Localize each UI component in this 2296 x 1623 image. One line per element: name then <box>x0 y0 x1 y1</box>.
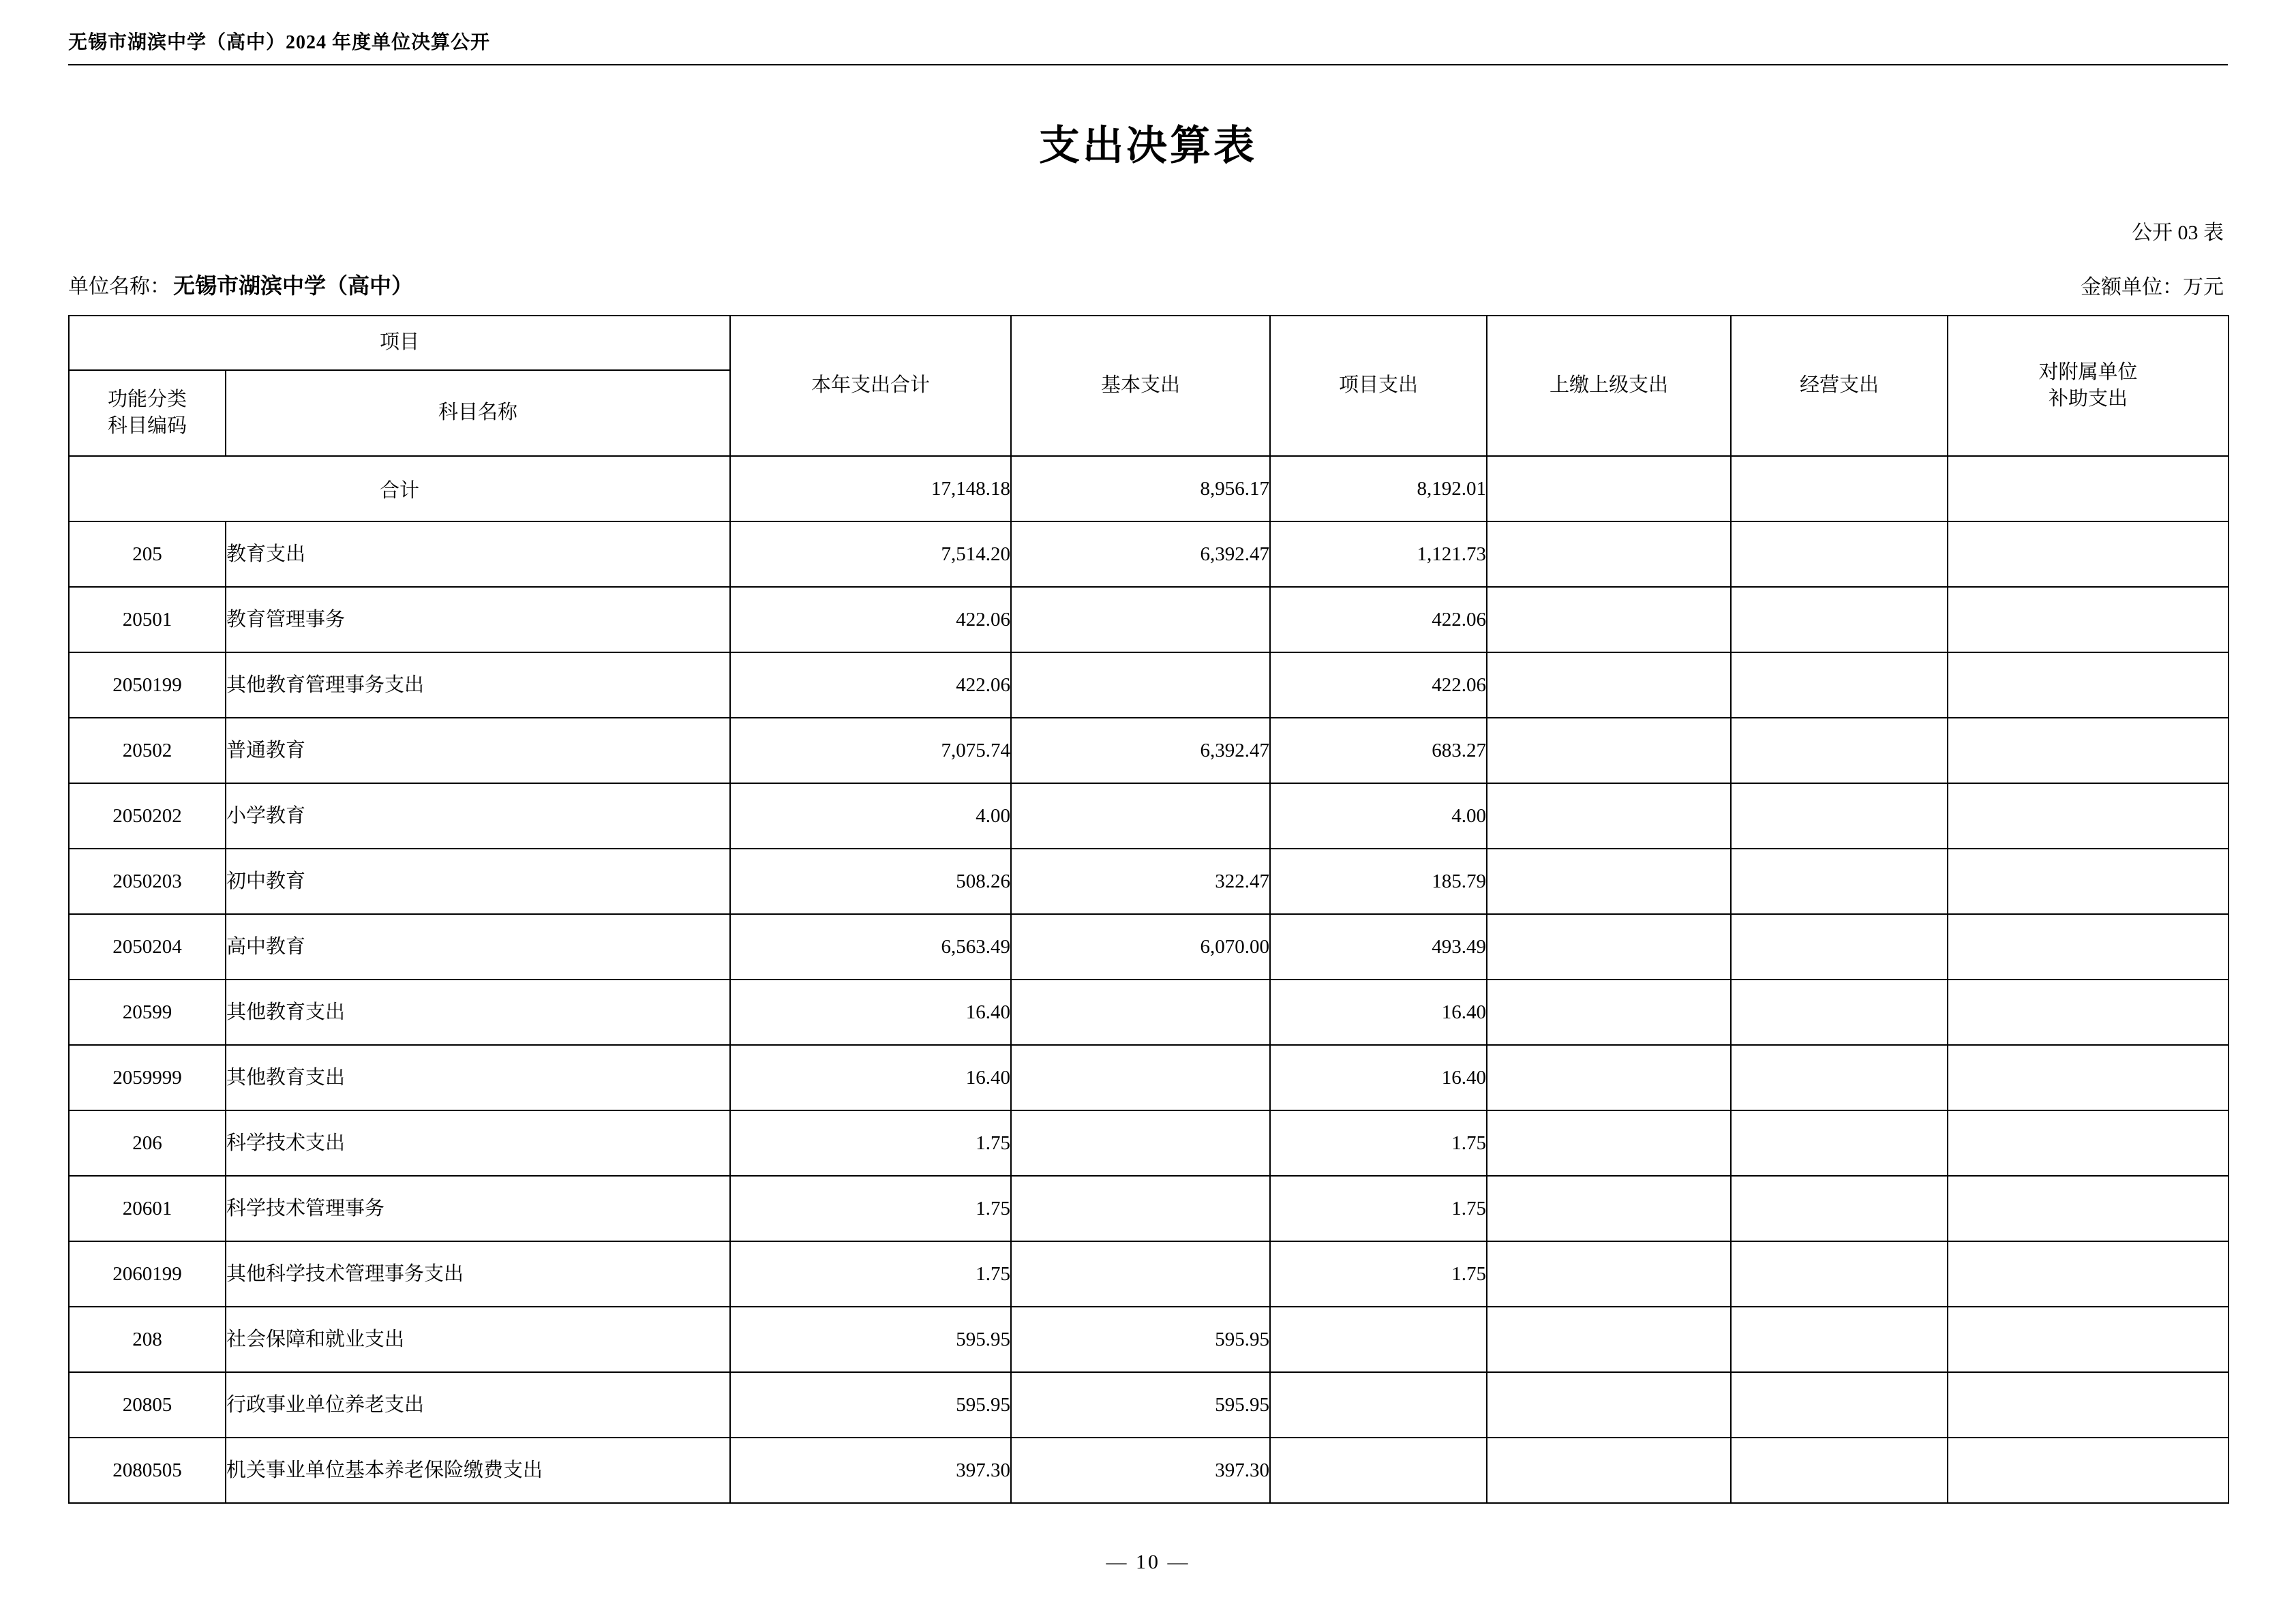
row-upper-amount <box>1487 1045 1731 1110</box>
row-total-amount: 7,514.20 <box>730 521 1011 587</box>
row-subsidy-amount <box>1948 849 2229 914</box>
row-subsidy-amount <box>1948 1307 2229 1372</box>
row-project-amount: 422.06 <box>1270 587 1487 652</box>
row-subsidy-amount <box>1948 456 2229 521</box>
row-subject-name: 科学技术支出 <box>226 1110 730 1176</box>
row-total-amount: 1.75 <box>730 1176 1011 1241</box>
row-code: 20805 <box>69 1372 226 1438</box>
row-subsidy-amount <box>1948 1241 2229 1307</box>
table-row <box>69 652 2229 718</box>
row-operating-amount <box>1731 1438 1948 1503</box>
row-basic-amount <box>1011 587 1270 652</box>
row-project-amount <box>1270 1438 1487 1503</box>
table-row <box>69 914 2229 980</box>
row-total-amount: 6,563.49 <box>730 914 1011 980</box>
row-subsidy-amount <box>1948 587 2229 652</box>
row-basic-amount <box>1011 783 1270 849</box>
row-total-amount: 4.00 <box>730 783 1011 849</box>
row-subject-name: 行政事业单位养老支出 <box>226 1372 730 1438</box>
row-subject-name: 其他科学技术管理事务支出 <box>226 1241 730 1307</box>
page-footer: — 10 — <box>1106 1551 1190 1573</box>
table-row <box>69 849 2229 914</box>
row-project-amount: 8,192.01 <box>1270 456 1487 521</box>
row-subject-name: 普通教育 <box>226 718 730 783</box>
table-row <box>69 1176 2229 1241</box>
row-project-amount: 1.75 <box>1270 1176 1487 1241</box>
row-code: 206 <box>69 1110 226 1176</box>
row-operating-amount <box>1731 718 1948 783</box>
unit-name-label: 单位名称： <box>68 275 170 298</box>
header-code <box>69 370 226 456</box>
row-basic-amount <box>1011 652 1270 718</box>
row-subsidy-amount <box>1948 980 2229 1045</box>
row-total-amount: 595.95 <box>730 1307 1011 1372</box>
row-basic-amount <box>1011 1045 1270 1110</box>
row-operating-amount <box>1731 1307 1948 1372</box>
amount-unit-label: 金额单位：万元 <box>2081 276 2224 299</box>
row-project-amount: 16.40 <box>1270 1045 1487 1110</box>
row-total-amount: 17,148.18 <box>730 456 1011 521</box>
row-basic-amount: 322.47 <box>1011 849 1270 914</box>
row-project-amount: 1.75 <box>1270 1241 1487 1307</box>
row-upper-amount <box>1487 914 1731 980</box>
row-code: 20502 <box>69 718 226 783</box>
row-operating-amount <box>1731 914 1948 980</box>
header-code-line1: 功能分类 <box>107 388 187 410</box>
row-subsidy-amount <box>1948 1372 2229 1438</box>
row-basic-amount: 397.30 <box>1011 1438 1270 1503</box>
row-upper-amount <box>1487 1176 1731 1241</box>
row-subsidy-amount <box>1948 783 2229 849</box>
header-project: 项目支出 <box>1270 316 1487 456</box>
expenditure-table <box>68 315 2229 1504</box>
row-subsidy-amount <box>1948 521 2229 587</box>
row-basic-amount: 6,070.00 <box>1011 914 1270 980</box>
row-subsidy-amount <box>1948 652 2229 718</box>
row-code: 20501 <box>69 587 226 652</box>
row-operating-amount <box>1731 783 1948 849</box>
row-code: 2059999 <box>69 1045 226 1110</box>
row-project-amount: 1,121.73 <box>1270 521 1487 587</box>
header-total: 本年支出合计 <box>730 316 1011 456</box>
header-basic: 基本支出 <box>1011 316 1270 456</box>
row-subject-name: 其他教育管理事务支出 <box>226 652 730 718</box>
row-code: 2060199 <box>69 1241 226 1307</box>
row-total-amount: 1.75 <box>730 1110 1011 1176</box>
row-operating-amount <box>1731 1176 1948 1241</box>
row-total-amount: 16.40 <box>730 1045 1011 1110</box>
row-upper-amount <box>1487 1307 1731 1372</box>
row-upper-amount <box>1487 456 1731 521</box>
row-subsidy-amount <box>1948 1110 2229 1176</box>
row-subsidy-amount <box>1948 1438 2229 1503</box>
row-total-amount: 7,075.74 <box>730 718 1011 783</box>
row-basic-amount: 6,392.47 <box>1011 521 1270 587</box>
running-header: 无锡市湖滨中学（高中）2024 年度单位决算公开 <box>68 32 491 53</box>
row-project-amount: 16.40 <box>1270 980 1487 1045</box>
header-divider <box>68 64 2228 65</box>
row-subject-name: 其他教育支出 <box>226 980 730 1045</box>
header-operating: 经营支出 <box>1731 316 1948 456</box>
table-row <box>69 1307 2229 1372</box>
table-row <box>69 1110 2229 1176</box>
header-subsidy <box>1948 316 2229 456</box>
row-basic-amount: 6,392.47 <box>1011 718 1270 783</box>
page-title: 支出决算表 <box>1039 123 1257 168</box>
row-project-amount: 683.27 <box>1270 718 1487 783</box>
table-row <box>69 1045 2229 1110</box>
header-upper: 上缴上级支出 <box>1487 316 1731 456</box>
row-subject-name: 初中教育 <box>226 849 730 914</box>
row-operating-amount <box>1731 1241 1948 1307</box>
header-subsidy-line2: 补助支出 <box>2049 388 2128 410</box>
meta-row <box>68 269 2228 300</box>
row-operating-amount <box>1731 849 1948 914</box>
table-row <box>69 1241 2229 1307</box>
row-project-amount <box>1270 1307 1487 1372</box>
table-row <box>69 1372 2229 1438</box>
row-code: 2050203 <box>69 849 226 914</box>
row-subsidy-amount <box>1948 914 2229 980</box>
row-upper-amount <box>1487 1372 1731 1438</box>
row-basic-amount: 595.95 <box>1011 1372 1270 1438</box>
row-total-amount: 422.06 <box>730 652 1011 718</box>
row-operating-amount <box>1731 1372 1948 1438</box>
row-code: 2080505 <box>69 1438 226 1503</box>
row-upper-amount <box>1487 1241 1731 1307</box>
unit-name-block <box>68 269 413 300</box>
row-operating-amount <box>1731 980 1948 1045</box>
row-code: 20599 <box>69 980 226 1045</box>
row-upper-amount <box>1487 1110 1731 1176</box>
row-subject-name: 小学教育 <box>226 783 730 849</box>
row-project-amount: 185.79 <box>1270 849 1487 914</box>
table-header-row-1 <box>69 316 2229 370</box>
row-basic-amount: 8,956.17 <box>1011 456 1270 521</box>
table-head <box>69 316 2229 456</box>
header-code-line2: 科目编码 <box>107 415 187 437</box>
row-subject-name: 社会保障和就业支出 <box>226 1307 730 1372</box>
table-row <box>69 783 2229 849</box>
table-row <box>69 456 2229 521</box>
row-basic-amount <box>1011 1176 1270 1241</box>
row-subject-name: 高中教育 <box>226 914 730 980</box>
row-basic-amount <box>1011 1241 1270 1307</box>
row-basic-amount <box>1011 980 1270 1045</box>
row-operating-amount <box>1731 456 1948 521</box>
row-code: 205 <box>69 521 226 587</box>
row-upper-amount <box>1487 980 1731 1045</box>
row-subject-name: 教育支出 <box>226 521 730 587</box>
row-upper-amount <box>1487 652 1731 718</box>
row-subject-name: 科学技术管理事务 <box>226 1176 730 1241</box>
row-operating-amount <box>1731 1110 1948 1176</box>
row-code: 2050202 <box>69 783 226 849</box>
row-project-amount <box>1270 1372 1487 1438</box>
row-code: 208 <box>69 1307 226 1372</box>
row-subsidy-amount <box>1948 1176 2229 1241</box>
row-project-amount: 4.00 <box>1270 783 1487 849</box>
row-upper-amount <box>1487 587 1731 652</box>
row-basic-amount: 595.95 <box>1011 1307 1270 1372</box>
row-upper-amount <box>1487 718 1731 783</box>
row-code: 20601 <box>69 1176 226 1241</box>
row-subject-name: 机关事业单位基本养老保险缴费支出 <box>226 1438 730 1503</box>
row-total-amount: 422.06 <box>730 587 1011 652</box>
row-basic-amount <box>1011 1110 1270 1176</box>
row-upper-amount <box>1487 521 1731 587</box>
row-subject-name: 教育管理事务 <box>226 587 730 652</box>
unit-name-value: 无锡市湖滨中学（高中） <box>173 273 414 298</box>
row-subsidy-amount <box>1948 718 2229 783</box>
row-upper-amount <box>1487 1438 1731 1503</box>
table-row <box>69 521 2229 587</box>
row-operating-amount <box>1731 1045 1948 1110</box>
table-row <box>69 587 2229 652</box>
row-subject-name: 其他教育支出 <box>226 1045 730 1110</box>
table-row <box>69 718 2229 783</box>
row-project-amount: 493.49 <box>1270 914 1487 980</box>
row-subsidy-amount <box>1948 1045 2229 1110</box>
row-operating-amount <box>1731 652 1948 718</box>
row-total-label: 合计 <box>69 456 730 521</box>
sheet-number: 公开 03 表 <box>2132 222 2224 244</box>
row-total-amount: 16.40 <box>730 980 1011 1045</box>
table-row <box>69 980 2229 1045</box>
row-upper-amount <box>1487 849 1731 914</box>
table-body <box>69 456 2229 1503</box>
table-row <box>69 1438 2229 1503</box>
row-project-amount: 422.06 <box>1270 652 1487 718</box>
row-code: 2050204 <box>69 914 226 980</box>
row-code: 2050199 <box>69 652 226 718</box>
header-name: 科目名称 <box>226 370 730 456</box>
row-operating-amount <box>1731 521 1948 587</box>
row-operating-amount <box>1731 587 1948 652</box>
row-upper-amount <box>1487 783 1731 849</box>
header-subsidy-line1: 对附属单位 <box>2038 361 2138 383</box>
row-total-amount: 595.95 <box>730 1372 1011 1438</box>
header-group-item: 项目 <box>69 316 730 370</box>
row-project-amount: 1.75 <box>1270 1110 1487 1176</box>
row-total-amount: 397.30 <box>730 1438 1011 1503</box>
row-total-amount: 1.75 <box>730 1241 1011 1307</box>
row-total-amount: 508.26 <box>730 849 1011 914</box>
